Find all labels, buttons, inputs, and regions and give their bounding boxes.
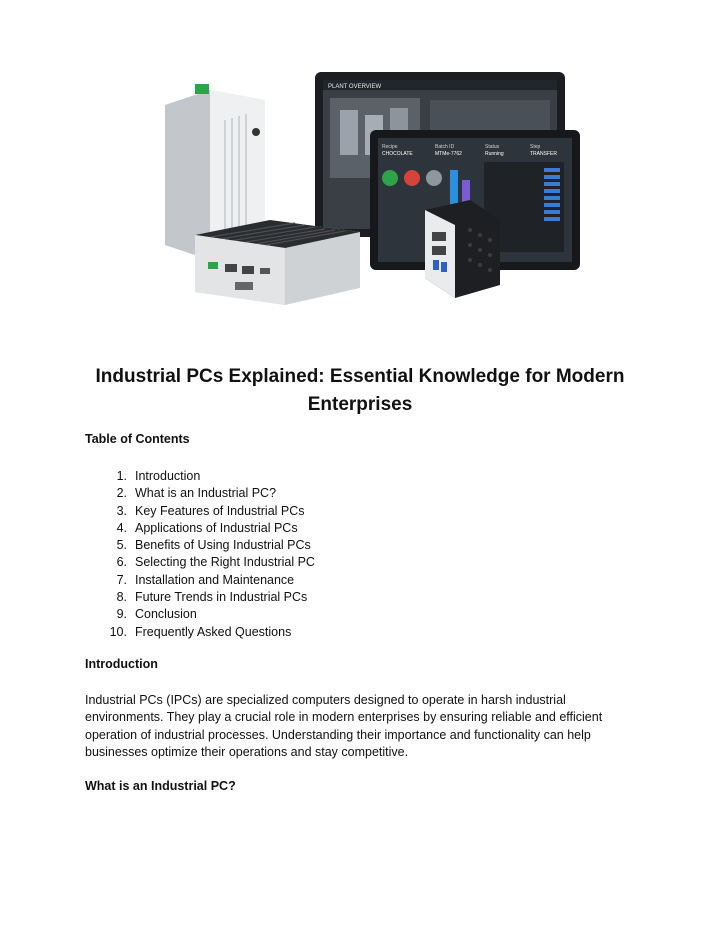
document-title: Industrial PCs Explained: Essential Knowledge for Modern Enterprises xyxy=(95,366,625,415)
screen-header-text: PLANT OVERVIEW xyxy=(328,84,382,90)
introduction-heading: Introduction xyxy=(85,657,158,671)
table-of-contents-list xyxy=(100,468,315,641)
toc-item-label: What is an Industrial PC? xyxy=(135,486,277,501)
toc-item-label: Future Trends in Industrial PCs xyxy=(135,590,308,605)
svg-text:Recipe: Recipe xyxy=(382,144,398,150)
toc-item-number: 9. xyxy=(116,607,127,622)
introduction-paragraph: Industrial PCs (IPCs) are specialized computers designed to operate in harsh industrial environments. They play a crucial role in modern enterprises by ensuring reliable and efficient operation of industrial processes. Understanding their importance and functionality can help businesses optimize their operations and stay competitive. xyxy=(85,693,603,759)
toc-item-number: 10. xyxy=(109,624,127,639)
toc-item xyxy=(100,503,315,520)
toc-item-number: 8. xyxy=(116,590,127,605)
toc-item-number: 6. xyxy=(116,555,127,570)
toc-item xyxy=(100,520,315,537)
svg-text:Step: Step xyxy=(530,144,541,150)
toc-item-number: 3. xyxy=(116,503,127,518)
toc-item xyxy=(100,554,315,571)
toc-item-label: Benefits of Using Industrial PCs xyxy=(135,538,311,553)
toc-item-number: 7. xyxy=(116,572,127,587)
svg-text:TRANSFER: TRANSFER xyxy=(530,151,557,157)
toc-item-label: Conclusion xyxy=(135,607,197,622)
toc-item xyxy=(100,606,315,623)
toc-item-number: 4. xyxy=(116,520,127,535)
toc-item-number: 5. xyxy=(116,538,127,553)
toc-item-number: 2. xyxy=(116,486,127,501)
toc-heading: Table of Contents xyxy=(85,432,190,446)
toc-item xyxy=(100,485,315,502)
toc-item-label: Introduction xyxy=(135,469,201,483)
svg-text:CHOCOLATE: CHOCOLATE xyxy=(382,151,413,157)
toc-item-label: Key Features of Industrial PCs xyxy=(135,503,305,518)
industrial-pc-product-image xyxy=(150,60,590,310)
toc-item-label: Applications of Industrial PCs xyxy=(135,520,298,535)
toc-item xyxy=(100,572,315,589)
toc-item-label: Selecting the Right Industrial PC xyxy=(135,555,315,570)
toc-item-label: Installation and Maintenance xyxy=(135,572,295,587)
section-heading-what-is-ipc: What is an Industrial PC? xyxy=(85,779,236,793)
toc-item xyxy=(100,468,315,485)
svg-text:MTMe-7762: MTMe-7762 xyxy=(435,151,462,157)
toc-item xyxy=(100,589,315,606)
toc-item-number: 1. xyxy=(116,469,127,483)
svg-text:Running: Running xyxy=(485,151,504,157)
toc-item xyxy=(100,537,315,554)
svg-text:Batch ID: Batch ID xyxy=(435,144,455,150)
svg-text:Status: Status xyxy=(485,144,500,150)
toc-item-label: Frequently Asked Questions xyxy=(135,624,292,639)
toc-item xyxy=(100,624,315,641)
